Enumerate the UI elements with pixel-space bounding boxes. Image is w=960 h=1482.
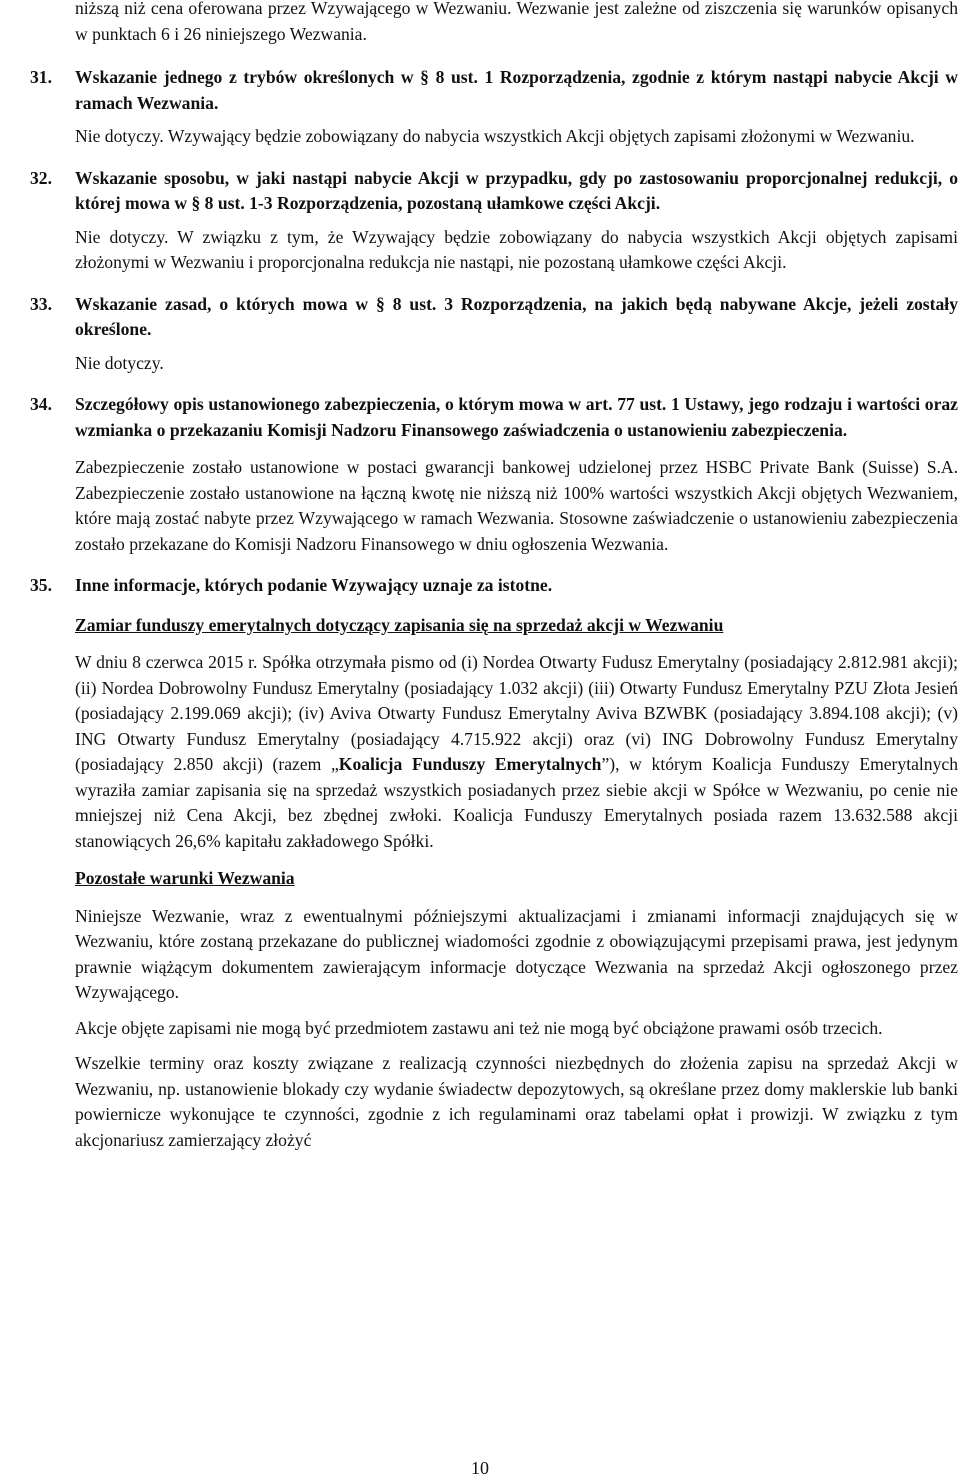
section-title: Szczegółowy opis ustanowionego zabezpieczenia, o którym mowa w art. 77 ust. 1 Ustawy, jego rodzaju i wartości oraz wzmianka o przekazaniu Komisji Nadzoru Finansowego zaświadczenia o ustanowieniu zabezpieczenia. — [75, 394, 958, 440]
pension-text-after: ”), w którym Koalicja Funduszy Emerytalnych wyraziła zamiar zapisania się na sprzedaż wszystkich posiadanych przez siebie akcji w Spółce w Wezwaniu, po cenie nie mniejszej niż Cena Akcji, bez zbędnej zwłoki. Koalicja Funduszy Emerytalnych posiada razem 13.632.588 akcji stanowiących 26,6% kapitału zakładowego Spółki. — [75, 754, 958, 851]
section-number: 31. — [30, 67, 52, 87]
section-34 — [30, 392, 958, 557]
section-33 — [30, 292, 958, 377]
page-content — [30, 0, 958, 1153]
section-number: 33. — [30, 293, 52, 314]
page-number: 10 — [471, 1458, 489, 1478]
section-35 — [30, 573, 958, 599]
other-conditions-heading: Pozostałe warunki Wezwania — [75, 868, 295, 888]
other-conditions-paragraph-1: Niniejsze Wezwanie, wraz z ewentualnymi późniejszymi aktualizacjami i zmianami informacji znajdujących się w Wezwaniu, które zostaną przekazane do publicznej wiadomości zgodnie z obowiązującymi przepisami prawa, jest jedynym prawnie wiążącym dokumentem zawierającym informacje dotyczące Wezwania na sprzedaż Akcji ogłoszonego przez Wzywającego. — [75, 905, 958, 1002]
pension-text-before: W dniu 8 czerwca 2015 r. Spółka otrzymała pismo od (i) Nordea Otwarty Fudusz Emerytalny (posiadający 2.812.981 akcji); (ii) Nordea Dobrowolny Fundusz Emerytalny (posiadający 1.032 akcji) (iii) Otwarty Fundusz Emerytalny PZU Złota Jesień (posiadający 2.199.069 akcji); (iv) Aviva Otwarty Fundusz Emerytalny Aviva BZWBK (posiadający 3.894.108 akcji); (v) ING Otwarty Fundusz Emerytalny (posiadający 4.715.922 akcji) oraz (vi) ING Dobrowolny Fundusz Emerytalny (posiadający 2.850 akcji) (razem „ — [75, 652, 958, 774]
section-32 — [30, 166, 958, 276]
section-body: Nie dotyczy. — [75, 352, 164, 373]
section-31 — [30, 65, 958, 150]
section-title: Wskazanie jednego z trybów określonych w § 8 ust. 1 Rozporządzenia, zgodnie z którym nastąpi nabycie Akcji w ramach Wezwania. — [75, 67, 958, 113]
section-body: Nie dotyczy. Wzywający będzie zobowiązany do nabycia wszystkich Akcji objętych zapisami złożonymi w Wezwaniu. — [75, 126, 915, 146]
top-continuation-paragraph: niższą niż cena oferowana przez Wzywającego w Wezwaniu. Wezwanie jest zależne od ziszczenia się warunków opisanych w punktach 6 i 26 niniejszego Wezwania. — [75, 0, 958, 44]
section-title: Wskazanie sposobu, w jaki nastąpi nabycie Akcji w przypadku, gdy po zastosowaniu proporcjonalnej redukcji, o której mowa w § 8 ust. 1-3 Rozporządzenia, pozostaną ułamkowe części Akcji. — [75, 167, 958, 213]
other-conditions-paragraph-2: Akcje objęte zapisami nie mogą być przedmiotem zastawu ani też nie mogą być obciążone prawami osób trzecich. — [75, 1017, 883, 1038]
section-number: 34. — [30, 394, 52, 414]
section-number: 35. — [30, 575, 52, 595]
section-title: Wskazanie zasad, o których mowa w § 8 ust. 3 Rozporządzenia, na jakich będą nabywane Akcje, jeżeli zostały określone. — [75, 293, 958, 339]
section-number: 32. — [30, 167, 52, 188]
pension-bold-term: Koalicja Funduszy Emerytalnych — [338, 754, 602, 774]
pension-funds-heading: Zamiar funduszy emerytalnych dotyczący zapisania się na sprzedaż akcji w Wezwaniu — [75, 614, 724, 635]
section-body: Nie dotyczy. W związku z tym, że Wzywający będzie zobowiązany do nabycia wszystkich Akcji objętych zapisami złożonymi w Wezwaniu i proporcjonalna redukcja nie nastąpi, nie pozostaną ułamkowe części Akcji. — [75, 226, 958, 272]
pension-funds-paragraph — [75, 650, 958, 854]
section-body: Zabezpieczenie zostało ustanowione w postaci gwarancji bankowej udzielonej przez HSBC Private Bank (Suisse) S.A. Zabezpieczenie zostało ustanowione na łączną kwotę nie niższą niż 100% wartości wszystkich Akcji objętych Wezwaniem, które mają zostać nabyte przez Wzywającego w ramach Wezwania. Stosowne zaświadczenie o ustanowieniu zabezpieczenia zostało przekazane do Komisji Nadzoru Finansowego w dniu ogłoszenia Wezwania. — [75, 457, 958, 554]
other-conditions-paragraph-3: Wszelkie terminy oraz koszty związane z realizacją czynności niezbędnych do złożenia zapisu na sprzedaż Akcji w Wezwaniu, np. ustanowienie blokady czy wydanie świadectw depozytowych, są określane przez domy maklerskie lub banki powiernicze wykonujące te czynności, zgodnie z ich regulaminami oraz tabelami opłat i prowizji. W związku z tym akcjonariusz zamierzający złożyć — [75, 1053, 958, 1150]
section-title: Inne informacje, których podanie Wzywający uznaje za istotne. — [75, 575, 553, 595]
